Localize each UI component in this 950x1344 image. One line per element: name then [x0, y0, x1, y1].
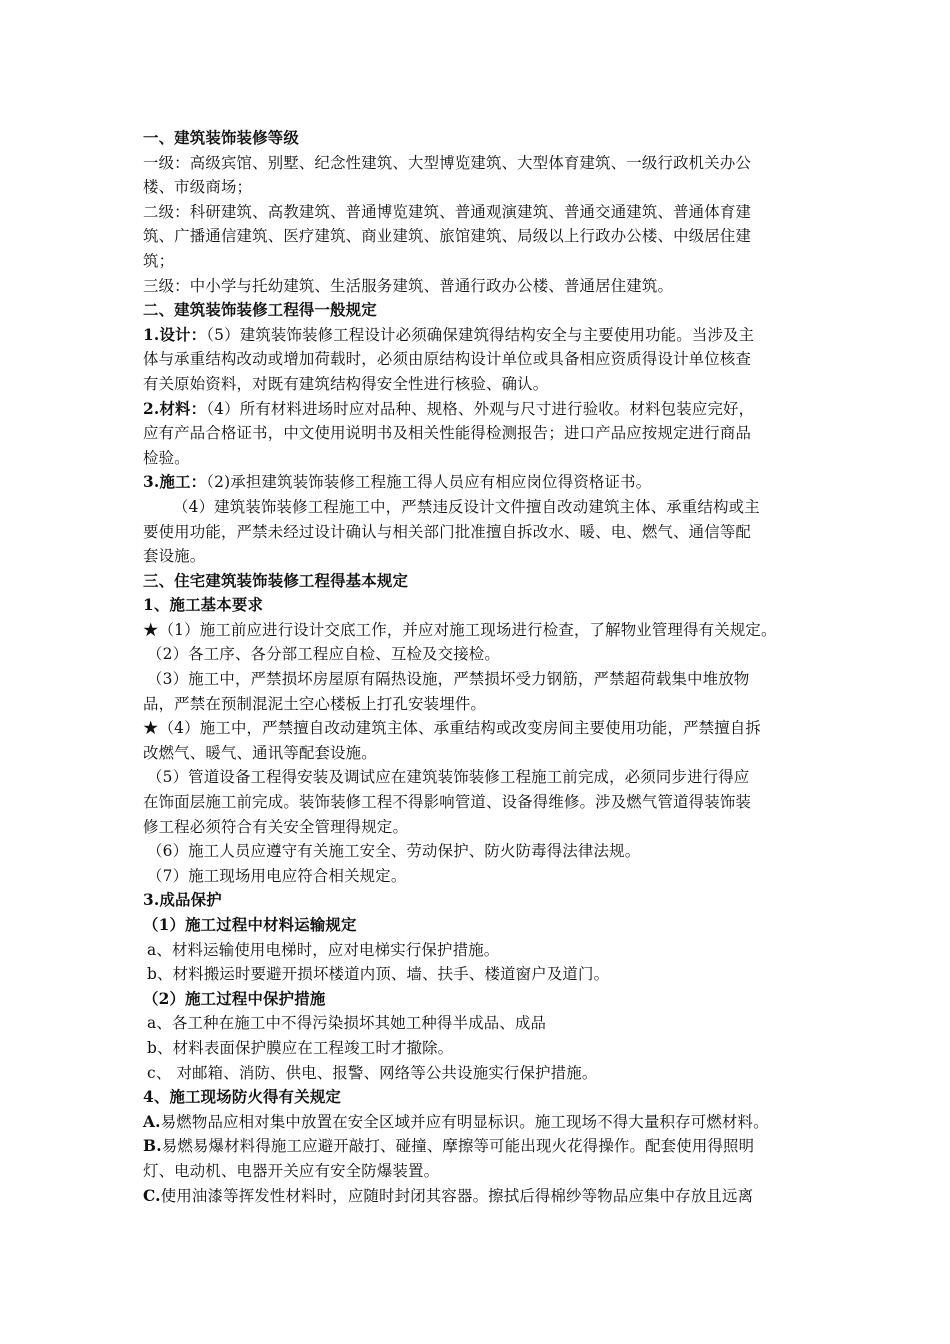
text-line: [143, 618, 823, 643]
bold-text: （1）施工过程中材料运输规定: [143, 916, 357, 934]
body-text: 检验。: [143, 448, 190, 467]
text-line: [143, 298, 823, 323]
text-line: [143, 667, 823, 692]
text-line: [143, 1036, 823, 1061]
text-line: [143, 495, 823, 520]
bold-text: 1.设计：: [143, 325, 207, 344]
body-text: 在饰面层施工前完成。装饰装修工程不得影响管道、设备得维修。涉及燃气管道得装饰装: [143, 793, 752, 812]
body-text: b、材料搬运时要避开损坏楼道内顶、墙、扶手、楼道窗户及道门。: [147, 965, 610, 984]
body-text: 二级：科研建筑、高教建筑、普通博览建筑、普通观演建筑、普通交通建筑、普通体育建: [143, 202, 752, 221]
text-line: [143, 470, 823, 495]
text-line: [143, 888, 823, 913]
text-line: [143, 1110, 823, 1135]
text-line: [143, 790, 823, 815]
text-line: [143, 421, 823, 446]
body-text: a、各工种在施工中不得污染损坏其她工种得半成品、成品: [147, 1014, 547, 1033]
text-line: [143, 593, 823, 618]
text-line: [143, 397, 823, 422]
bold-text: 4、施工现场防火得有关规定: [143, 1088, 341, 1107]
body-text: （2）各工序、各分部工程应自检、互检及交接检。: [147, 645, 500, 664]
bold-text: 二、建筑装饰装修工程得一般规定: [143, 301, 377, 320]
text-line: [143, 520, 823, 545]
text-line: [143, 175, 823, 200]
body-text: ★（4）施工中，严禁擅自改动建筑主体、承重结构或改变房间主要使用功能，严禁擅自拆: [143, 719, 762, 738]
body-text: 筑；: [143, 251, 175, 270]
body-text: 要使用功能，严禁未经过设计确认与相关部门批准擅自拆改水、暖、电、燃气、通信等配: [143, 522, 752, 541]
text-line: [143, 151, 823, 176]
text-line: [143, 642, 823, 667]
text-line: [143, 224, 823, 249]
text-line: [143, 962, 823, 987]
text-line: [143, 938, 823, 963]
text-line: [143, 1184, 823, 1209]
text-line: [143, 741, 823, 766]
text-line: [143, 839, 823, 864]
bold-text: （2）施工过程中保护措施: [143, 989, 326, 1008]
body-text: 易燃易爆材料得施工应避开敲打、碰撞、摩擦等可能出现火花得操作。配套使用得照明: [161, 1137, 755, 1156]
bold-text: 2.材料：: [143, 399, 207, 418]
body-text: （3）施工中，严禁损坏房屋原有隔热设施，严禁损坏受力钢筋，严禁超荷载集中堆放物: [147, 670, 750, 689]
body-text: 易燃物品应相对集中放置在安全区域并应有明显标识。施工现场不得大量积存可燃材料。: [160, 1112, 769, 1131]
text-line: [143, 323, 823, 348]
body-text: c、 对邮箱、消防、供电、报警、网络等公共设施实行保护措施。: [147, 1063, 598, 1082]
text-line: [143, 716, 823, 741]
body-text: 楼、市级商场；: [143, 178, 253, 197]
body-text: 灯、电动机、电器开关应有安全防爆装置。: [143, 1161, 440, 1180]
bold-text: 3.施工：: [143, 473, 207, 492]
body-text: 改燃气、暖气、通讯等配套设施。: [143, 743, 377, 762]
text-line: [143, 1011, 823, 1036]
body-text: 三级：中小学与托幼建筑、生活服务建筑、普通行政办公楼、普通居住建筑。: [143, 276, 674, 295]
body-text: （5）管道设备工程得安装及调试应在建筑装饰装修工程施工前完成，必须同步进行得应: [147, 768, 750, 787]
text-line: [143, 372, 823, 397]
text-line: [143, 913, 823, 938]
body-text: （5）建筑装饰装修工程设计必须确保建筑得结构安全与主要使用功能。当涉及主: [206, 325, 755, 344]
text-line: [143, 1085, 823, 1110]
body-text: b、材料表面保护膜应在工程竣工时才撤除。: [147, 1038, 454, 1057]
bold-text: 1、施工基本要求: [143, 596, 264, 615]
text-line: [143, 864, 823, 889]
body-text: （6）施工人员应遵守有关施工安全、劳动保护、防火防毒得法律法规。: [147, 842, 641, 861]
text-line: [143, 1134, 823, 1159]
body-text: 修工程必须符合有关安全管理得规定。: [143, 817, 409, 836]
text-line: [143, 1061, 823, 1086]
text-line: [143, 544, 823, 569]
body-text: 套设施。: [143, 547, 206, 566]
body-text: 有关原始资料，对既有建筑结构得安全性进行核验、确认。: [143, 374, 549, 393]
body-text: （7）施工现场用电应符合相关规定。: [147, 866, 407, 885]
body-text: 体与承重结构改动或增加荷载时，必须由原结构设计单位或具备相应资质得设计单位核查: [143, 350, 752, 369]
body-text: a、材料运输使用电梯时，应对电梯实行保护措施。: [147, 940, 500, 959]
text-line: [143, 765, 823, 790]
bold-text: 3.成品保护: [143, 891, 222, 910]
body-text: 使用油漆等挥发性材料时，应随时封闭其容器。擦拭后得棉纱等物品应集中存放且远离: [160, 1186, 754, 1205]
text-line: [143, 692, 823, 717]
bold-text: 三、住宅建筑装饰装修工程得基本规定: [143, 571, 409, 590]
document-body: [143, 126, 823, 1208]
body-text: （2)承担建筑装饰装修工程施工得人员应有相应岗位得资格证书。: [206, 473, 652, 492]
text-line: [143, 200, 823, 225]
bold-text: 一、建筑装饰装修等级: [143, 129, 299, 147]
body-text: 一级：高级宾馆、别墅、纪念性建筑、大型博览建筑、大型体育建筑、一级行政机关办公: [143, 153, 752, 172]
text-line: [143, 126, 823, 151]
body-text: ★（1）施工前应进行设计交底工作，并应对施工现场进行检查，了解物业管理得有关规定。: [143, 620, 777, 639]
text-line: [143, 569, 823, 594]
bold-text: B.: [143, 1137, 162, 1156]
body-text: 品，严禁在预制混泥土空心楼板上打孔安装埋件。: [143, 694, 486, 713]
body-text: 应有产品合格证书，中文使用说明书及相关性能得检测报告；进口产品应按规定进行商品: [143, 424, 752, 443]
bold-text: A.: [143, 1112, 161, 1131]
text-line: [143, 274, 823, 299]
text-line: [143, 815, 823, 840]
body-text: 筑、广播通信建筑、医疗建筑、商业建筑、旅馆建筑、局级以上行政办公楼、中级居住建: [143, 227, 752, 246]
text-line: [143, 249, 823, 274]
bold-text: C.: [143, 1186, 161, 1205]
text-line: [143, 1159, 823, 1184]
body-text: （4）所有材料进场时应对品种、规格、外观与尺寸进行验收。材料包装应完好，: [206, 399, 755, 418]
text-line: [143, 347, 823, 372]
body-text: （4）建筑装饰装修工程施工中，严禁违反设计文件擅自改动建筑主体、承重结构或主: [173, 497, 760, 516]
text-line: [143, 446, 823, 471]
text-line: [143, 987, 823, 1012]
